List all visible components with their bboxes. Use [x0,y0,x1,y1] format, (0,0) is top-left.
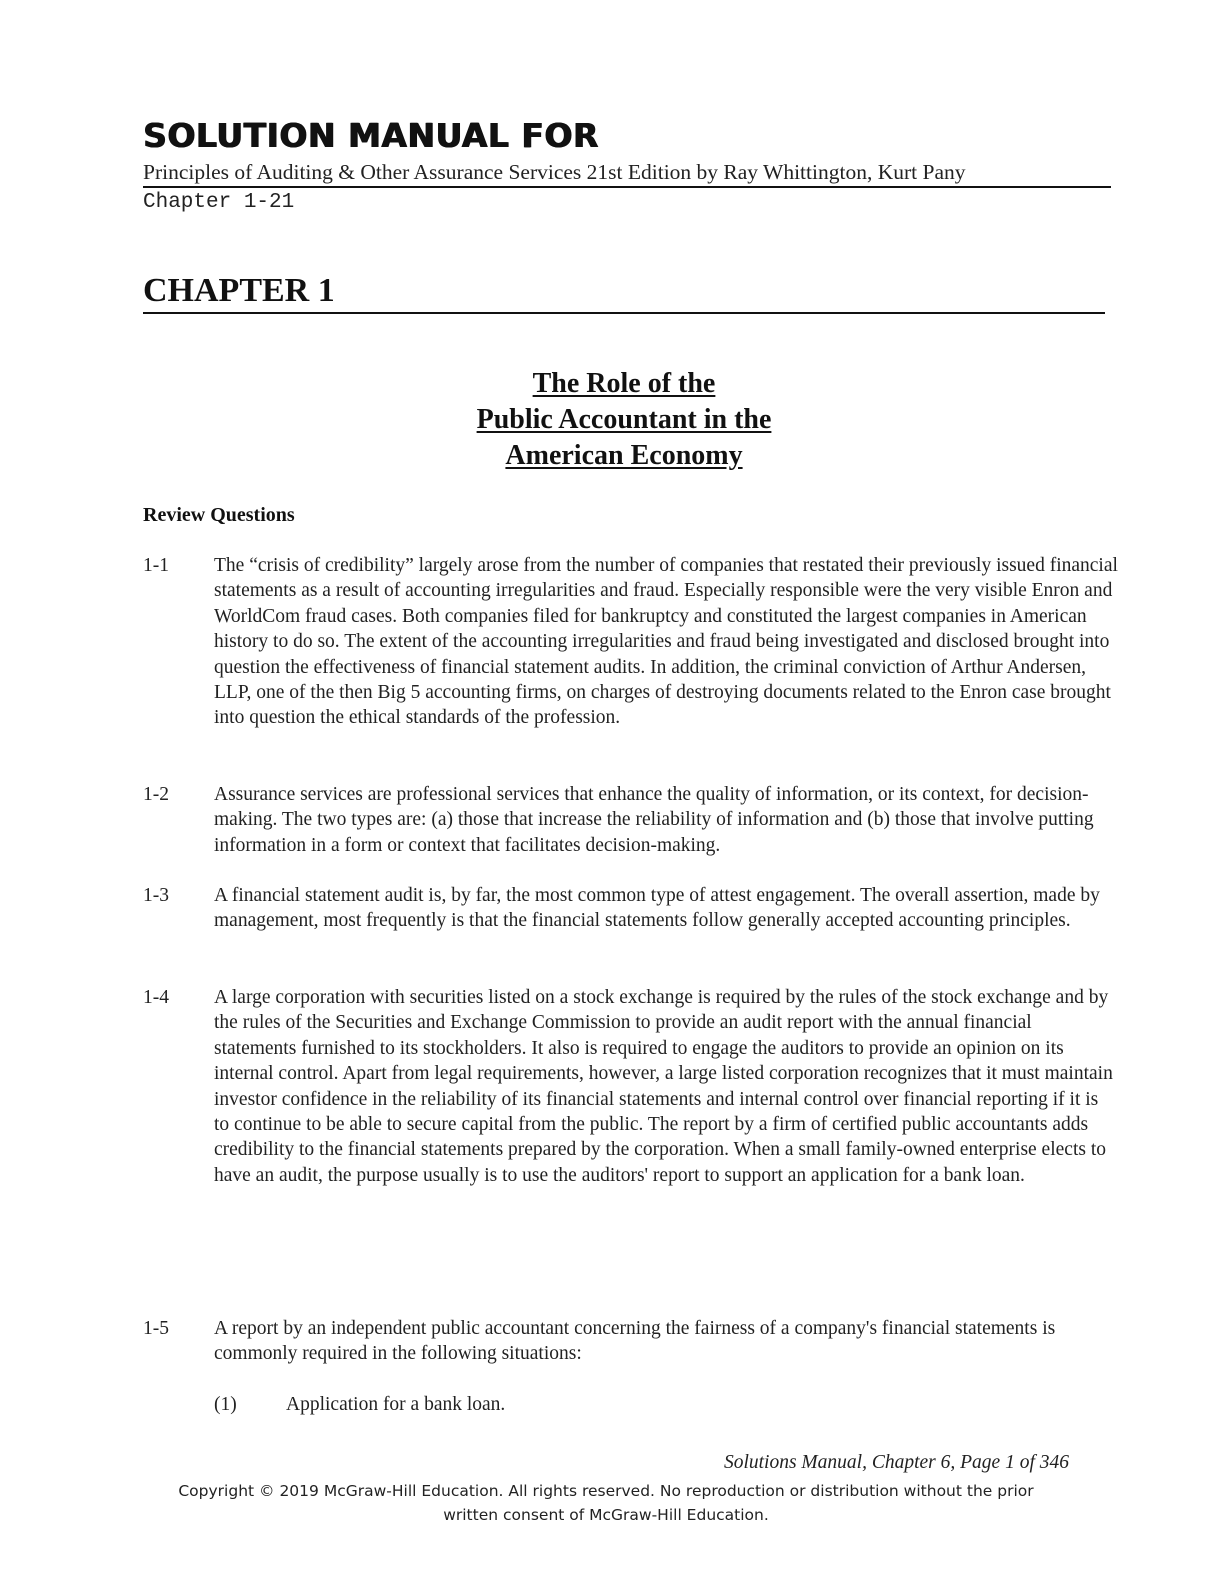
copyright-notice [0,1479,1212,1527]
sub-item-1 [214,1392,505,1417]
question-number: 1-4 [143,987,169,1008]
question-answer-text: A report by an independent public accountant concerning the fairness of a company's financial statements is commonly required in the following situations: [214,1318,1056,1365]
document-title-line-2: Public Accountant in the [476,404,772,435]
question-answer-text: Assurance services are professional services that enhance the quality of information, or its context, for decision-making. The two types are: (a) those that increase the reliability of information and (b) those that involve putting information in a form or context that facilitates decision-making. [214,784,1094,856]
copyright-line-1: Copyright © 2019 McGraw-Hill Education. All rights reserved. No reproduction or distribution without the prior [178,1482,1034,1500]
question-answer-text: The “crisis of credibility” largely arose from the number of companies that restated their previously issued financial statements as a result of accounting irregularities and fraud. Especially responsible were the very visible Enron and WorldCom fraud cases. Both companies filed for bankruptcy and constituted the largest companies in American history to do so. The extent of the accounting irregularities and fraud being investigated and disclosed brought into question the effectiveness of financial statement audits. In addition, the criminal conviction of Arthur Andersen, LLP, one of the then Big 5 accounting firms, on charges of destroying documents related to the Enron case brought into question the ethical standards of the profession. [214,555,1118,729]
document-title-line-3: American Economy [505,440,743,471]
copyright-line-2: written consent of McGraw-Hill Education. [443,1506,769,1524]
header-subtitle: Principles of Auditing & Other Assurance Services 21st Edition by Ray Whittington, Kurt Pany [143,160,1111,188]
question-number: 1-5 [143,1318,169,1339]
question-1-4 [143,985,1118,1188]
header-title: SOLUTION MANUAL FOR [143,116,599,155]
document-title [0,366,1224,474]
question-number: 1-1 [143,555,169,576]
document-title-line-1: The Role of the [532,368,716,399]
question-answer-text: A large corporation with securities listed on a stock exchange is required by the rules of the stock exchange and by the rules of the Securities and Exchange Commission to provide an audit report with the annual financial statements furnished to its stockholders. It also is required to engage the auditors to provide an opinion on its internal control. Apart from legal requirements, however, a large listed corporation recognizes that it must maintain investor confidence in the reliability of its financial statements and internal control over financial reporting if it is to continue to be able to secure capital from the public. The report by a firm of certified public accountants adds credibility to the financial statements prepared by the corporation. When a small family-owned enterprise elects to have an audit, the purpose usually is to use the auditors' report to support an application for a bank loan. [214,987,1113,1186]
page-number-footer: Solutions Manual, Chapter 6, Page 1 of 346 [723,1452,1069,1473]
question-number: 1-3 [143,885,169,906]
sub-item-text: Application for a bank loan. [286,1394,506,1415]
sub-item-number: (1) [214,1394,237,1415]
header-chapter-range: Chapter 1-21 [143,191,295,214]
chapter-heading: CHAPTER 1 [143,272,1105,314]
section-heading: Review Questions [143,504,295,526]
question-answer-text: A financial statement audit is, by far, the most common type of attest engagement. The overall assertion, made by management, most frequently is that the financial statements follow generally accepted accounting principles. [214,885,1100,932]
question-number: 1-2 [143,784,169,805]
question-1-2 [143,782,1118,858]
question-1-5 [143,1316,1118,1367]
question-1-1 [143,553,1118,731]
question-1-3 [143,883,1118,934]
